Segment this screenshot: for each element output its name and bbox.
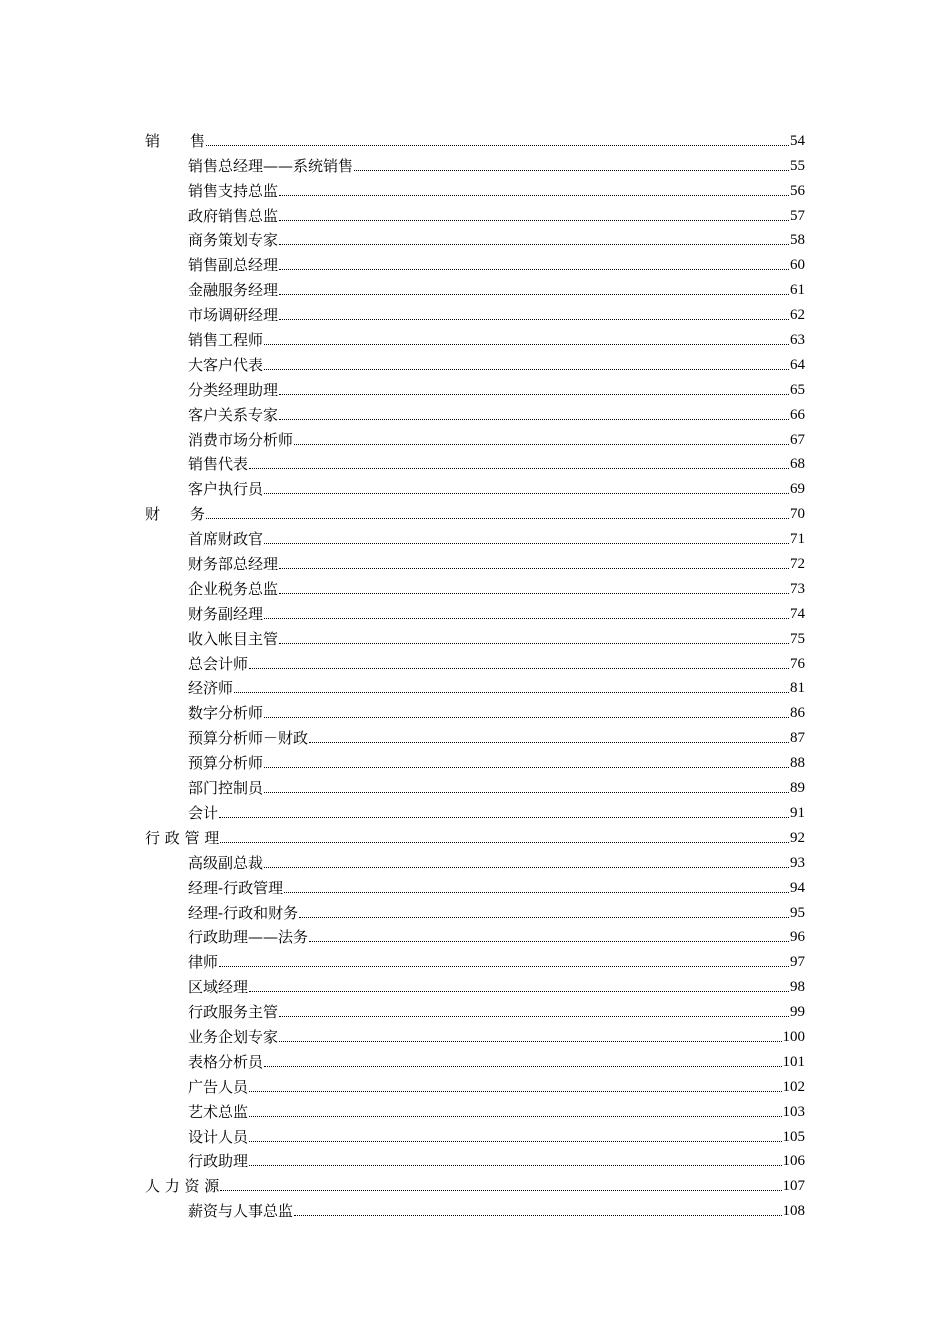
toc-entry[interactable] (145, 1021, 805, 1046)
toc-entry[interactable] (145, 473, 805, 498)
toc-entry-title: 销售支持总监 (188, 181, 279, 200)
toc-page-number: 103 (782, 1103, 805, 1120)
toc-dot-leader (294, 1215, 781, 1216)
toc-page-number: 108 (782, 1203, 805, 1220)
toc-entry-title: 财务副经理 (188, 604, 264, 623)
toc-entry[interactable] (145, 374, 805, 399)
toc-page-number: 61 (790, 282, 805, 299)
toc-entry[interactable] (145, 996, 805, 1021)
toc-entry-title: 预算分析师 (188, 754, 264, 773)
toc-entry[interactable] (145, 274, 805, 299)
toc-page-number: 74 (790, 605, 805, 622)
toc-entry-title: 区域经理 (188, 978, 249, 997)
toc-entry[interactable] (145, 175, 805, 200)
toc-dot-leader (354, 170, 789, 171)
toc-entry-title: 商务策划专家 (188, 231, 279, 250)
toc-dot-leader (234, 692, 789, 693)
toc-dot-leader (279, 269, 789, 270)
toc-dot-leader (279, 1041, 781, 1042)
toc-dot-leader (264, 792, 789, 793)
toc-page-number: 56 (790, 182, 805, 199)
toc-dot-leader (279, 220, 789, 221)
toc-entry[interactable] (145, 697, 805, 722)
toc-entry-title: 收入帐目主管 (188, 629, 279, 648)
toc-dot-leader (279, 419, 789, 420)
toc-dot-leader (220, 1190, 781, 1191)
toc-dot-leader (309, 742, 789, 743)
toc-page-number: 65 (790, 381, 805, 398)
toc-section-entry[interactable] (145, 125, 805, 150)
toc-entry-title: 表格分析员 (188, 1052, 264, 1071)
toc-entry-title: 设计人员 (188, 1127, 249, 1146)
toc-entry-title: 企业税务总监 (188, 579, 279, 598)
toc-dot-leader (279, 244, 789, 245)
toc-dot-leader (249, 1165, 781, 1166)
toc-entry[interactable] (145, 1071, 805, 1096)
toc-dot-leader (299, 917, 789, 918)
toc-entry[interactable] (145, 648, 805, 673)
toc-entry[interactable] (145, 249, 805, 274)
toc-entry-title: 会计 (188, 803, 219, 822)
toc-entry[interactable] (145, 847, 805, 872)
toc-page-number: 88 (790, 755, 805, 772)
toc-page-number: 68 (790, 456, 805, 473)
toc-dot-leader (279, 294, 789, 295)
toc-page-number: 99 (790, 1004, 805, 1021)
toc-page-number: 57 (790, 207, 805, 224)
toc-page-number: 89 (790, 780, 805, 797)
toc-entry-title: 销售代表 (188, 455, 249, 474)
toc-dot-leader (264, 1066, 781, 1067)
toc-dot-leader (206, 518, 789, 519)
toc-entry[interactable] (145, 971, 805, 996)
toc-dot-leader (309, 941, 789, 942)
toc-page-number: 96 (790, 929, 805, 946)
toc-entry-title: 预算分析师－财政 (188, 729, 309, 748)
toc-entry-title: 销售副总经理 (188, 256, 279, 275)
toc-page-number: 69 (790, 481, 805, 498)
toc-dot-leader (279, 394, 789, 395)
toc-entry-title: 政府销售总监 (188, 206, 279, 225)
toc-entry[interactable] (145, 747, 805, 772)
toc-page-number: 70 (790, 506, 805, 523)
toc-entry-title: 销售工程师 (188, 331, 264, 350)
toc-dot-leader (264, 717, 789, 718)
toc-entry-title: 薪资与人事总监 (188, 1202, 294, 1221)
toc-entry-title: 首席财政官 (188, 530, 264, 549)
toc-dot-leader (279, 593, 789, 594)
toc-entry-title: 行 政 管 理 (145, 828, 220, 847)
toc-dot-leader (219, 966, 789, 967)
toc-dot-leader (264, 867, 789, 868)
toc-entry[interactable] (145, 1046, 805, 1071)
toc-entry-title: 客户关系专家 (188, 405, 279, 424)
toc-entry[interactable] (145, 548, 805, 573)
table-of-contents (145, 125, 805, 1220)
toc-entry[interactable] (145, 200, 805, 225)
toc-page-number: 64 (790, 356, 805, 373)
toc-page-number: 66 (790, 406, 805, 423)
toc-page-number: 105 (782, 1128, 805, 1145)
toc-page-number: 67 (790, 431, 805, 448)
toc-entry-title: 艺术总监 (188, 1102, 249, 1121)
toc-entry-title: 人 力 资 源 (145, 1177, 220, 1196)
toc-page-number: 102 (782, 1078, 805, 1095)
toc-page-number: 100 (782, 1028, 805, 1045)
toc-entry[interactable] (145, 772, 805, 797)
toc-page-number: 73 (790, 580, 805, 597)
toc-dot-leader (294, 444, 789, 445)
toc-entry[interactable] (145, 424, 805, 449)
toc-entry[interactable] (145, 573, 805, 598)
toc-entry[interactable] (145, 399, 805, 424)
toc-page-number: 62 (790, 307, 805, 324)
toc-page-number: 91 (790, 804, 805, 821)
toc-entry[interactable] (145, 449, 805, 474)
toc-entry[interactable] (145, 299, 805, 324)
toc-page-number: 106 (782, 1153, 805, 1170)
toc-entry-title: 律师 (188, 953, 219, 972)
toc-page-number: 71 (790, 531, 805, 548)
toc-page-number: 95 (790, 904, 805, 921)
toc-section-entry[interactable] (145, 498, 805, 523)
toc-page-number: 76 (790, 655, 805, 672)
toc-dot-leader (279, 195, 789, 196)
toc-section-entry[interactable] (145, 822, 805, 847)
toc-dot-leader (279, 568, 789, 569)
toc-entry-title: 消费市场分析师 (188, 430, 294, 449)
toc-entry[interactable] (145, 225, 805, 250)
toc-entry[interactable] (145, 897, 805, 922)
toc-page-number: 60 (790, 257, 805, 274)
toc-entry[interactable] (145, 150, 805, 175)
toc-entry-title: 数字分析师 (188, 704, 264, 723)
toc-dot-leader (279, 643, 789, 644)
toc-page-number: 72 (790, 556, 805, 573)
toc-entry-title: 广告人员 (188, 1077, 249, 1096)
toc-entry[interactable] (145, 922, 805, 947)
toc-page-number: 86 (790, 705, 805, 722)
toc-page-number: 98 (790, 979, 805, 996)
toc-entry[interactable] (145, 523, 805, 548)
toc-dot-leader (264, 493, 789, 494)
toc-entry[interactable] (145, 1096, 805, 1121)
toc-dot-leader (249, 1091, 781, 1092)
toc-entry-title: 高级副总裁 (188, 853, 264, 872)
toc-entry[interactable] (145, 946, 805, 971)
toc-entry-title: 行政助理——法务 (188, 928, 309, 947)
toc-dot-leader (279, 319, 789, 320)
toc-dot-leader (264, 767, 789, 768)
toc-entry-title: 客户执行员 (188, 480, 264, 499)
toc-entry-title: 销 售 (145, 131, 206, 150)
toc-entry[interactable] (145, 722, 805, 747)
toc-dot-leader (284, 892, 789, 893)
toc-dot-leader (249, 1116, 781, 1117)
toc-entry[interactable] (145, 797, 805, 822)
toc-page-number: 94 (790, 879, 805, 896)
toc-page-number: 93 (790, 854, 805, 871)
toc-page-number: 55 (790, 157, 805, 174)
toc-page-number: 54 (790, 132, 805, 149)
toc-dot-leader (264, 369, 789, 370)
toc-entry-title: 经理-行政管理 (188, 878, 284, 897)
toc-section-entry[interactable] (145, 1170, 805, 1195)
toc-dot-leader (279, 1016, 789, 1017)
toc-entry-title: 业务企划专家 (188, 1027, 279, 1046)
toc-dot-leader (206, 145, 789, 146)
toc-dot-leader (249, 468, 789, 469)
toc-entry[interactable] (145, 623, 805, 648)
toc-entry[interactable] (145, 673, 805, 698)
toc-dot-leader (220, 842, 789, 843)
toc-dot-leader (219, 817, 789, 818)
toc-entry-title: 行政服务主管 (188, 1003, 279, 1022)
toc-page-number: 81 (790, 680, 805, 697)
toc-page-number: 101 (782, 1053, 805, 1070)
toc-entry[interactable] (145, 598, 805, 623)
toc-entry[interactable] (145, 1121, 805, 1146)
toc-page-number: 58 (790, 232, 805, 249)
toc-entry[interactable] (145, 872, 805, 897)
toc-entry-title: 金融服务经理 (188, 281, 279, 300)
toc-dot-leader (249, 1141, 781, 1142)
toc-entry-title: 财 务 (145, 505, 206, 524)
toc-dot-leader (264, 618, 789, 619)
toc-entry-title: 市场调研经理 (188, 306, 279, 325)
toc-entry-title: 部门控制员 (188, 779, 264, 798)
toc-entry-title: 经理-行政和财务 (188, 903, 299, 922)
toc-entry[interactable] (145, 1146, 805, 1171)
toc-page-number: 97 (790, 954, 805, 971)
toc-page-number: 75 (790, 630, 805, 647)
toc-entry-title: 财务部总经理 (188, 555, 279, 574)
toc-entry-title: 总会计师 (188, 654, 249, 673)
toc-dot-leader (249, 668, 789, 669)
toc-dot-leader (264, 543, 789, 544)
toc-page-number: 107 (782, 1178, 805, 1195)
toc-page-number: 92 (790, 829, 805, 846)
toc-entry-title: 行政助理 (188, 1152, 249, 1171)
toc-entry[interactable] (145, 349, 805, 374)
toc-page-number: 63 (790, 332, 805, 349)
toc-dot-leader (264, 344, 789, 345)
toc-entry-title: 大客户代表 (188, 355, 264, 374)
toc-page-number: 87 (790, 730, 805, 747)
toc-entry[interactable] (145, 1195, 805, 1220)
toc-dot-leader (249, 991, 789, 992)
toc-entry-title: 经济师 (188, 679, 234, 698)
toc-entry-title: 销售总经理——系统销售 (188, 156, 354, 175)
toc-entry-title: 分类经理助理 (188, 380, 279, 399)
toc-entry[interactable] (145, 324, 805, 349)
